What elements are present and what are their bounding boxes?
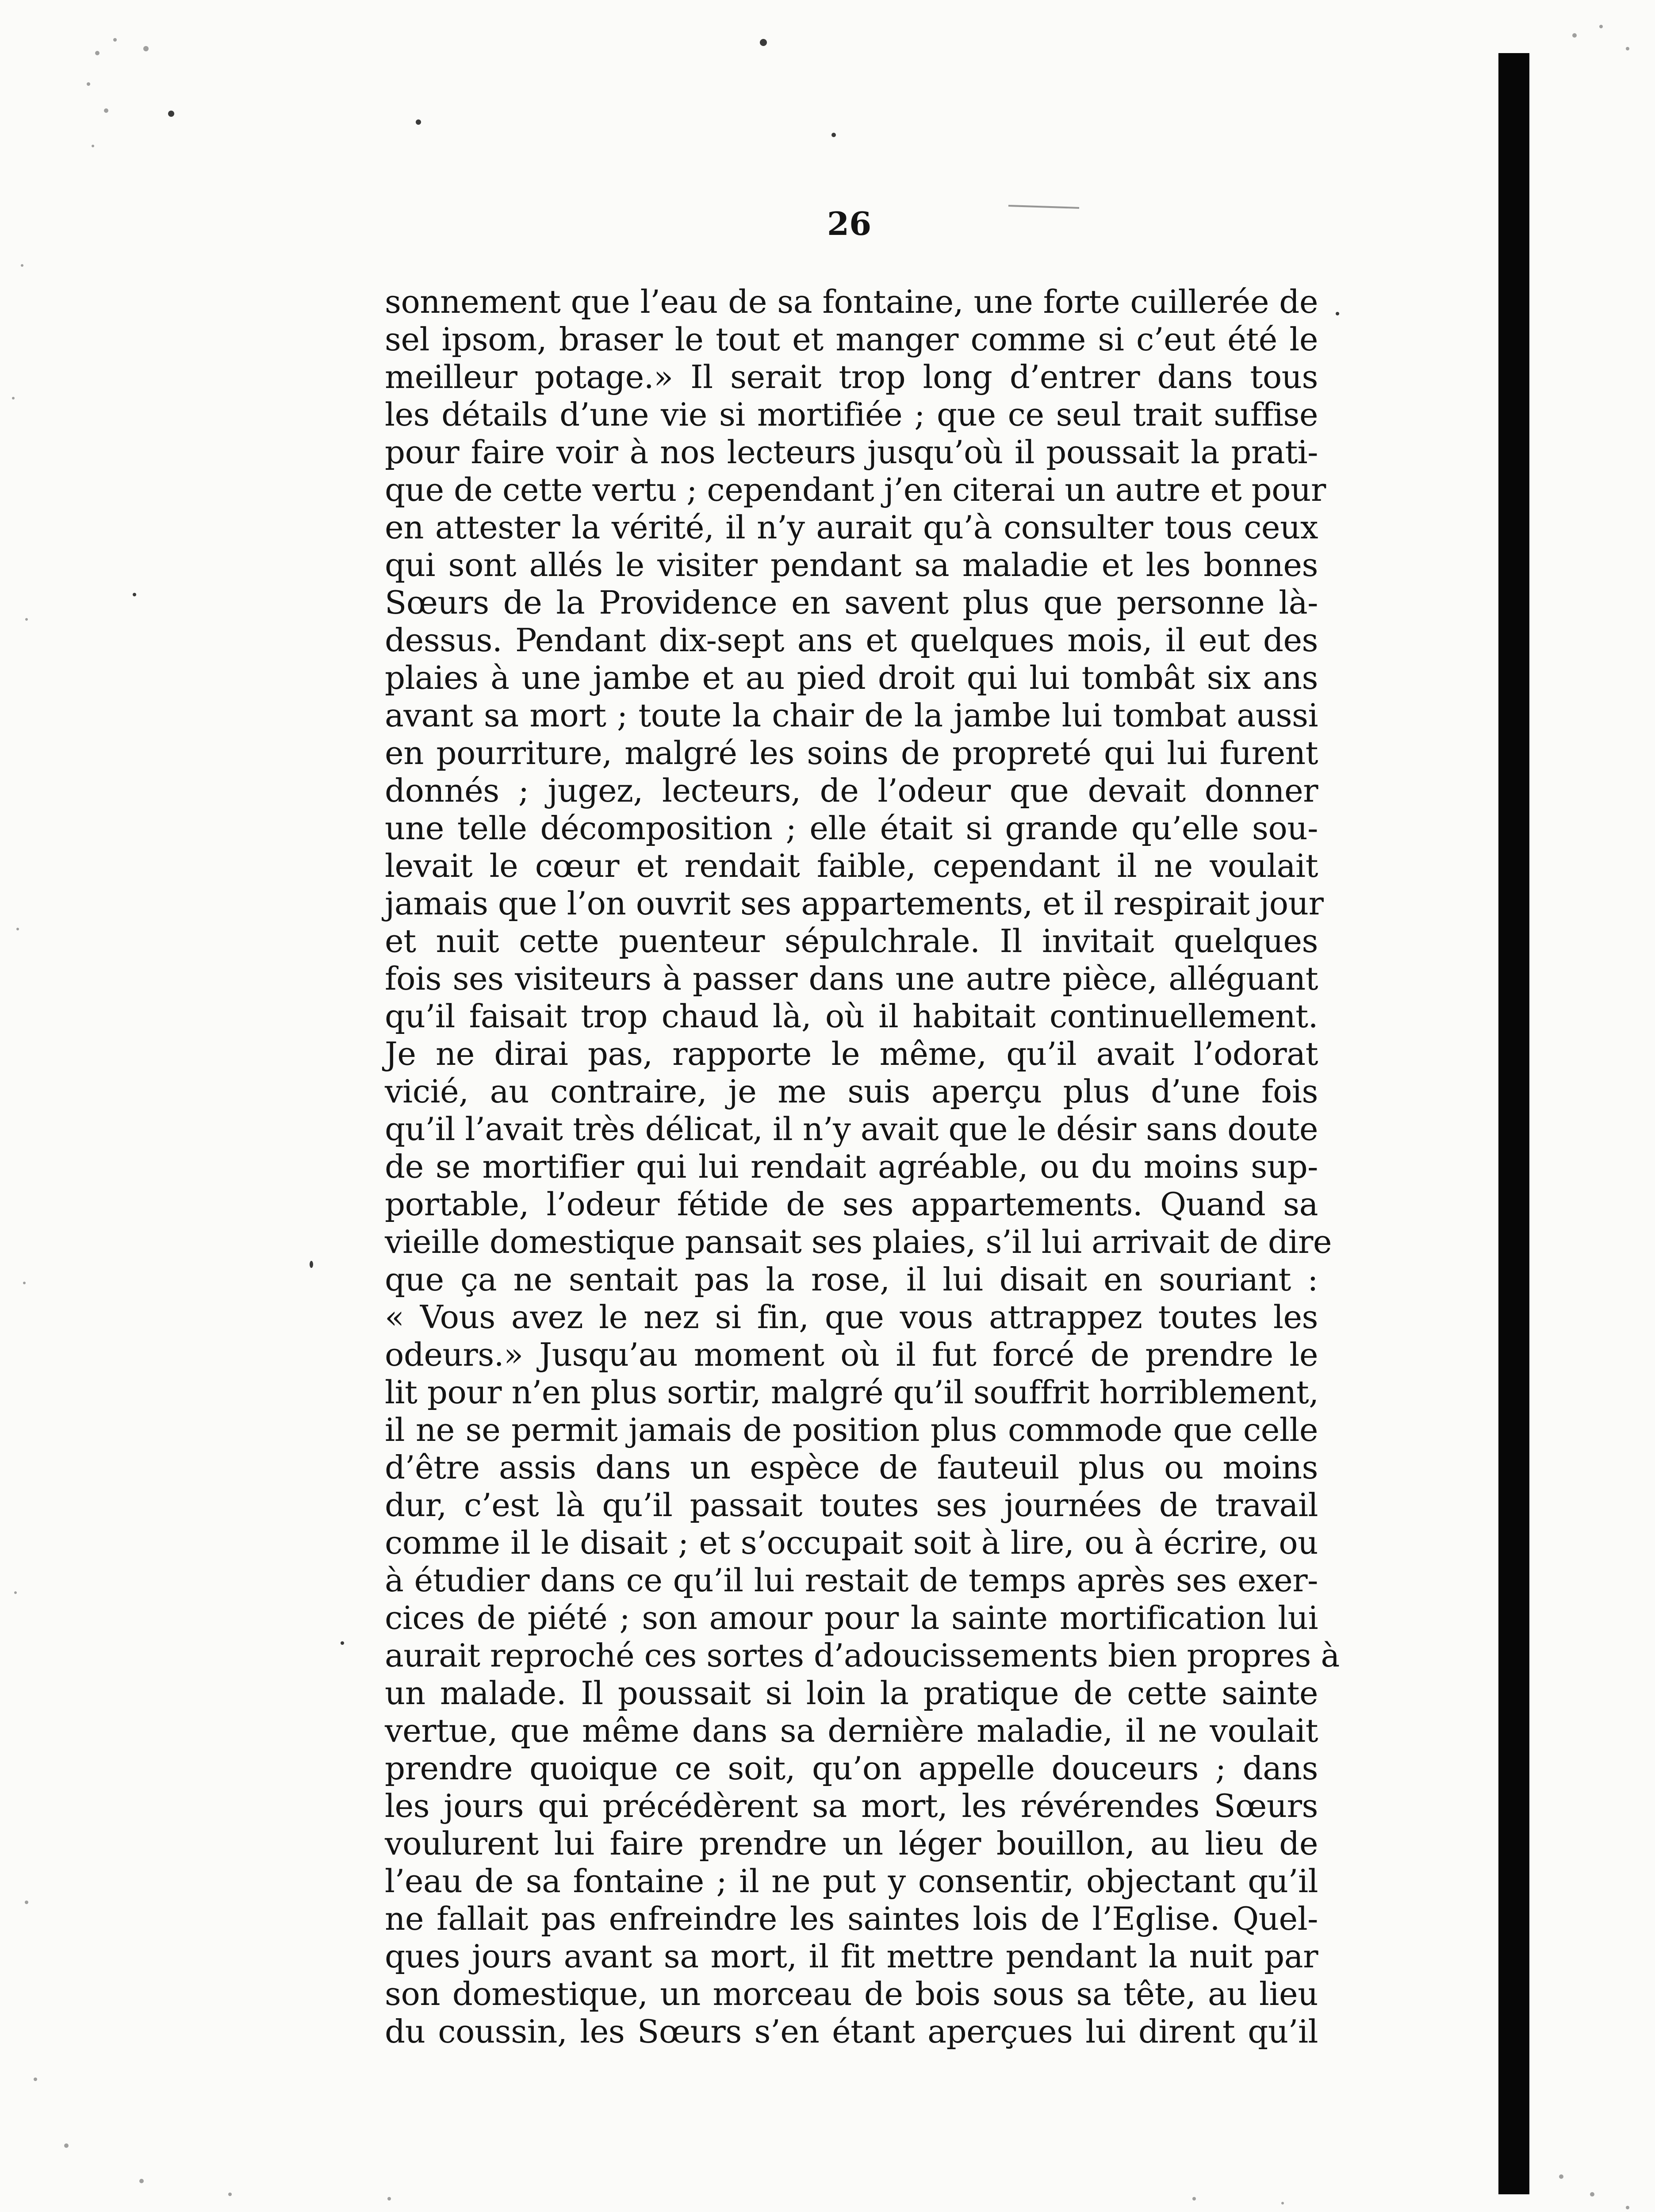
text-line: cices de piété ; son amour pour la sainte mortification lui [385, 1599, 1318, 1636]
text-line: sonnement que l’eau de sa fontaine, une forte cuillerée de [385, 283, 1318, 320]
text-line: plaies à une jambe et au pied droit qui lui tombât six ans [385, 659, 1318, 696]
text-line: qu’il l’avait très délicat, il n’y avait que le désir sans doute [385, 1110, 1318, 1148]
text-line: il ne se permit jamais de position plus commode que celle [385, 1411, 1318, 1448]
text-line: « Vous avez le nez si fin, que vous attrappez toutes les [385, 1298, 1318, 1336]
text-line: voulurent lui faire prendre un léger bouillon, au lieu de [385, 1825, 1318, 1862]
text-line: en attester la vérité, il n’y aurait qu’à consulter tous ceux [385, 509, 1318, 546]
text-line: et nuit cette puenteur sépulchrale. Il invitait quelques [385, 922, 1318, 960]
text-line: odeurs.» Jusqu’au moment où il fut forcé de prendre le [385, 1336, 1318, 1373]
text-line: en pourriture, malgré les soins de propreté qui lui furent [385, 734, 1318, 772]
text-line: portable, l’odeur fétide de ses appartements. Quand sa [385, 1186, 1318, 1223]
text-line: dessus. Pendant dix-sept ans et quelques mois, il eut des [385, 622, 1318, 659]
text-line: donnés ; jugez, lecteurs, de l’odeur que devait donner [385, 772, 1318, 809]
text-line: Je ne dirai pas, rapporte le même, qu’il avait l’odorat [385, 1035, 1318, 1072]
text-line: du coussin, les Sœurs s’en étant aperçues lui dirent qu’il [385, 2013, 1318, 2050]
text-line: les jours qui précédèrent sa mort, les révérendes Sœurs [385, 1787, 1318, 1824]
text-line: sel ipsom, braser le tout et manger comme si c’eut été le [385, 321, 1318, 358]
text-line: à étudier dans ce qu’il lui restait de temps après ses exer- [385, 1562, 1318, 1599]
text-line: prendre quoique ce soit, qu’on appelle douceurs ; dans [385, 1750, 1318, 1787]
text-line: pour faire voir à nos lecteurs jusqu’où il poussait la prati- [385, 434, 1318, 471]
text-line: meilleur potage.» Il serait trop long d’entrer dans tous [385, 358, 1318, 396]
text-line: une telle décomposition ; elle était si grande qu’elle sou- [385, 810, 1318, 847]
text-line: avant sa mort ; toute la chair de la jambe lui tombat aussi [385, 697, 1318, 734]
text-line: lit pour n’en plus sortir, malgré qu’il souffrit horriblement, [385, 1374, 1319, 1411]
text-line: ne fallait pas enfreindre les saintes lois de l’Eglise. Quel- [385, 1900, 1318, 1937]
text-line: Sœurs de la Providence en savent plus que personne là- [385, 584, 1318, 621]
text-line: vertue, que même dans sa dernière maladie, il ne voulait [385, 1712, 1318, 1749]
body-text [385, 283, 1340, 2051]
text-line: aurait reproché ces sortes d’adoucissements bien propres à [385, 1637, 1340, 1674]
text-line: qu’il faisait trop chaud là, où il habitait continuellement. [385, 998, 1318, 1035]
text-line: d’être assis dans un espèce de fauteuil plus ou moins [385, 1449, 1318, 1486]
text-line: comme il le disait ; et s’occupait soit à lire, ou à écrire, ou [385, 1524, 1318, 1561]
text-line: levait le cœur et rendait faible, cependant il ne voulait [385, 847, 1318, 884]
text-line: l’eau de sa fontaine ; il ne put y consentir, objectant qu’il [385, 1863, 1318, 1900]
text-line: vicié, au contraire, je me suis aperçu plus d’une fois [385, 1073, 1318, 1110]
text-line: ques jours avant sa mort, il fit mettre pendant la nuit par [385, 1938, 1318, 1975]
text-line: fois ses visiteurs à passer dans une autre pièce, alléguant [385, 960, 1318, 997]
page-number: 26 [827, 205, 872, 242]
text-line: de se mortifier qui lui rendait agréable, ou du moins sup- [385, 1148, 1318, 1185]
text-line: que ça ne sentait pas la rose, il lui disait en souriant : [385, 1261, 1318, 1298]
text-line: son domestique, un morceau de bois sous sa tête, au lieu [385, 1975, 1318, 2012]
text-line: qui sont allés le visiter pendant sa maladie et les bonnes [385, 546, 1318, 584]
text-line: dur, c’est là qu’il passait toutes ses journées de travail [385, 1486, 1318, 1524]
text-line: vieille domestique pansait ses plaies, s’il lui arrivait de dire [385, 1223, 1332, 1260]
text-line: que de cette vertu ; cependant j’en citerai un autre et pour [385, 471, 1326, 508]
text-line: les détails d’une vie si mortifiée ; que ce seul trait suffise [385, 396, 1318, 433]
text-line: un malade. Il poussait si loin la pratique de cette sainte [385, 1674, 1318, 1712]
text-line: jamais que l’on ouvrit ses appartements, et il respirait jour [385, 885, 1324, 922]
